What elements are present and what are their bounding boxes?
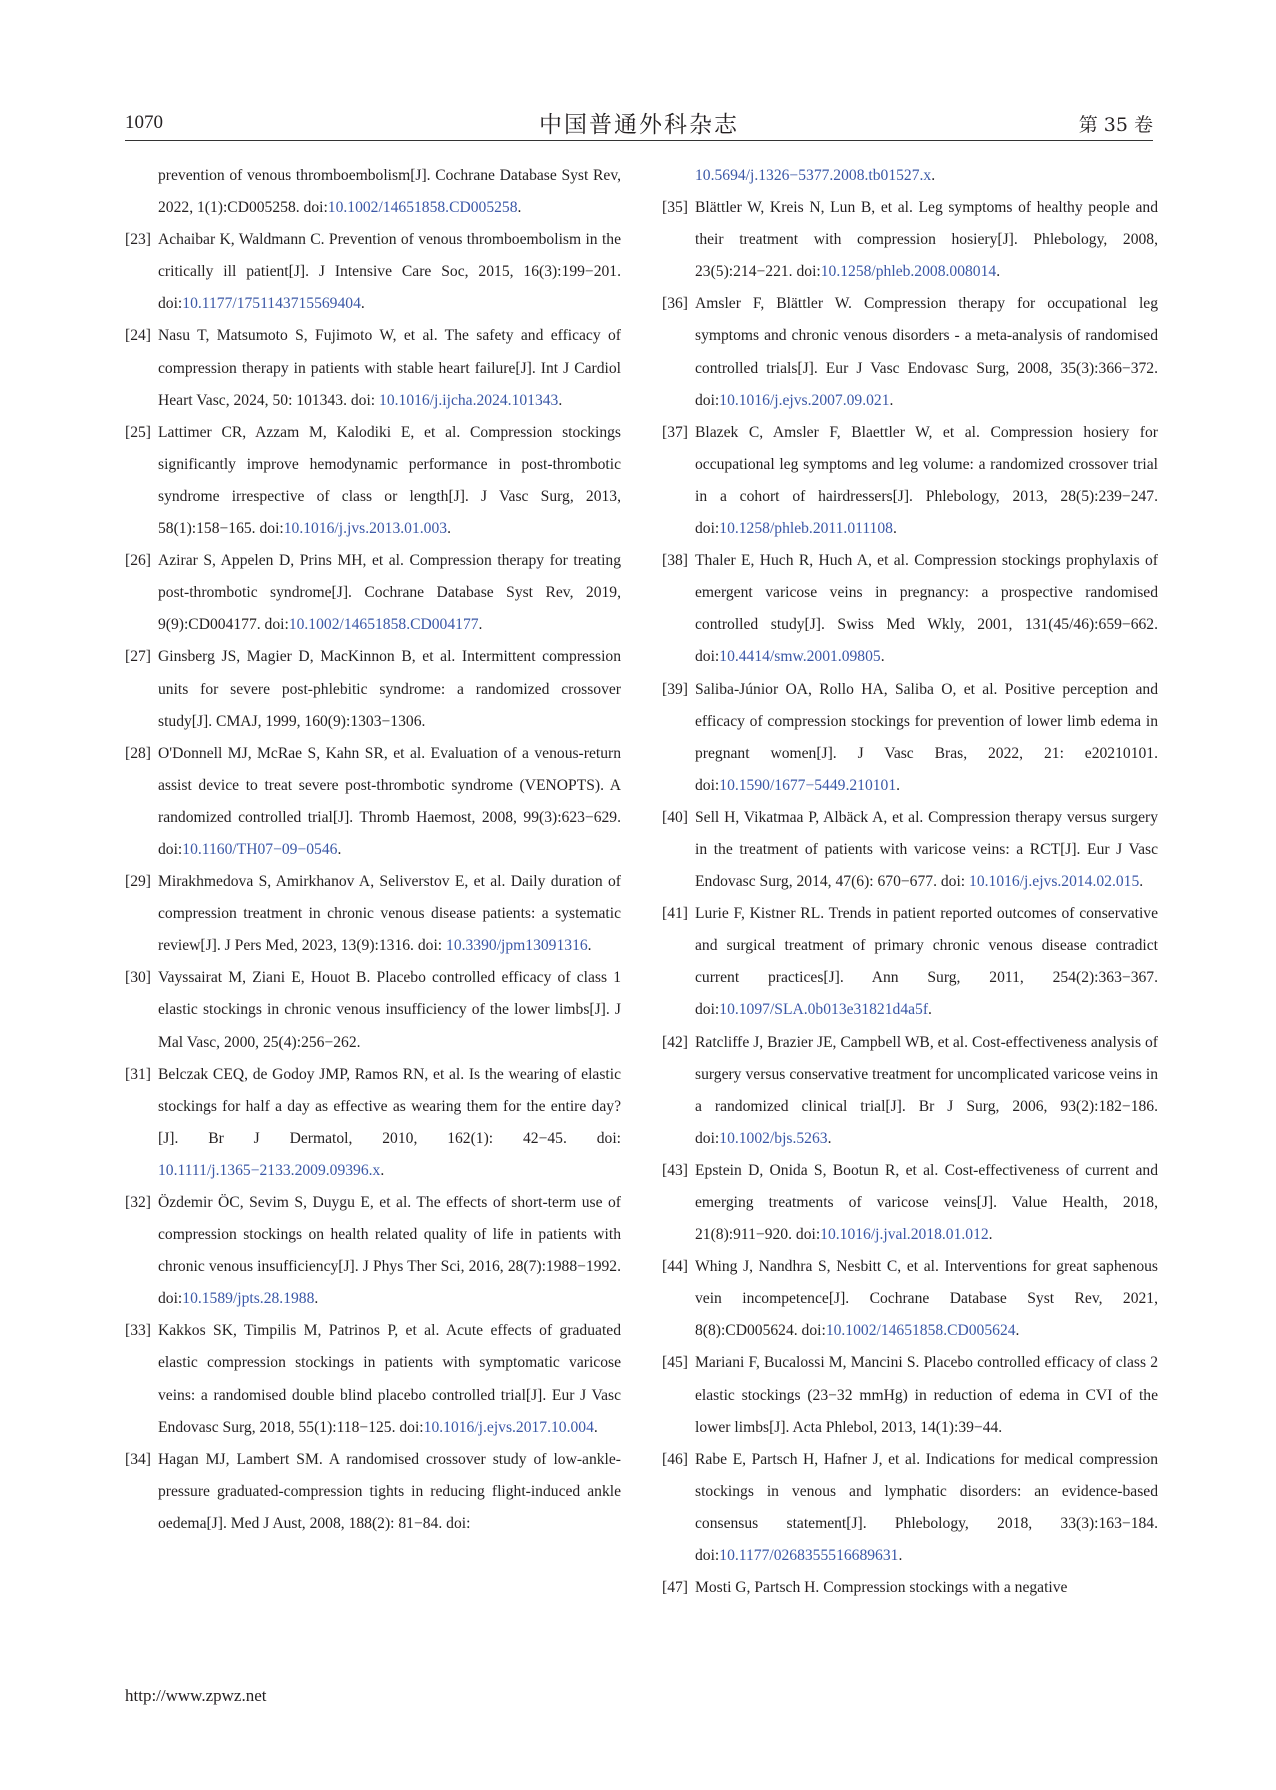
reference-text: Achaibar K, Waldmann C. Prevention of venous thromboembolism in the critically ill patient[J]. J Intensive Care Soc, 2015, 16(3):199−201. doi: [158,231,621,313]
doi-link[interactable]: 10.1590/1677−5449.210101 [719,776,897,794]
reference-text: Amsler F, Blättler W. Compression therapy for occupational leg symptoms and chronic venous disorders - a meta-analysis of randomised controlled trials[J]. Eur J Vasc Endovasc Surg, 2008, 35(3):366−372. doi: [695,295,1158,409]
reference-item [125,962,621,1058]
reference-number: [24] [125,327,151,345]
reference-text: Mosti G, Partsch H. Compression stockings with a negative [695,1579,1068,1597]
reference-end-punct: . [988,1226,993,1244]
reference-number: [37] [662,423,688,441]
journal-title: 中国普通外科杂志 [539,112,739,138]
reference-text: Ratcliffe J, Brazier JE, Campbell WB, et al. Cost-effectiveness analysis of surgery versus conservative treatment for uncomplicated varicose veins in a randomized clinical trial[J]. Br J Surg, 2006, 93(2):182−186. doi: [695,1033,1158,1147]
reference-end-punct: . [314,1290,319,1308]
reference-end-punct: . [996,263,1001,281]
reference-end-punct: . [1139,873,1144,891]
doi-link[interactable]: 10.1016/j.jval.2018.01.012 [820,1226,989,1244]
reference-item [125,1187,621,1315]
doi-link[interactable]: 10.1002/bjs.5263 [719,1129,828,1147]
reference-number: [30] [125,969,151,987]
reference-number: [38] [662,552,688,570]
reference-end-punct: . [587,937,592,955]
doi-link[interactable]: 10.1111/j.1365−2133.2009.09396.x [158,1161,381,1179]
reference-end-punct: . [898,1547,903,1565]
reference-text: Nasu T, Matsumoto S, Fujimoto W, et al. The safety and efficacy of compression therapy in patients with stable heart failure[J]. Int J Cardiol Heart Vasc, 2024, 50: 101343. doi: [158,327,621,409]
reference-number: [23] [125,231,151,249]
reference-end-punct: . [892,520,897,538]
reference-item [125,1059,621,1187]
reference-end-punct: . [517,199,522,217]
doi-link[interactable]: 10.1016/j.ejvs.2007.09.021 [719,391,890,409]
reference-item [125,417,621,545]
reference-end-punct: . [880,648,885,666]
reference-end-punct: . [827,1129,832,1147]
reference-text: Blazek C, Amsler F, Blaettler W, et al. Compression hosiery for occupational leg symptoms and leg volume: a randomized crossover trial in a cohort of hairdressers[J]. Phlebology, 2013, 28(5):239−247. doi: [695,423,1158,538]
doi-link[interactable]: 10.1002/14651858.CD005624 [825,1322,1016,1340]
reference-text: O'Donnell MJ, McRae S, Kahn SR, et al. Evaluation of a venous-return assist device to treat severe post-thrombotic syndrome (VENOPTS). A randomized controlled trial[J]. Thromb Haemost, 2008, 99(3):623−629. doi: [158,744,621,858]
doi-link[interactable]: 10.1258/phleb.2011.011108 [719,520,893,538]
reference-number: [25] [125,423,151,441]
reference-item [662,674,1158,802]
reference-item [125,1315,621,1443]
doi-link[interactable]: 10.1016/j.ejvs.2017.10.004 [423,1418,594,1436]
doi-link[interactable]: 10.3390/jpm13091316 [446,937,588,955]
reference-text: Lurie F, Kistner RL. Trends in patient reported outcomes of conservative and surgical treatment of primary chronic venous disease contradict current practices[J]. Ann Surg, 2011, 254(2):363−367. doi: [695,905,1158,1019]
reference-end-punct: . [593,1418,598,1436]
reference-number: [26] [125,552,151,570]
reference-item [125,738,621,866]
doi-link[interactable]: 10.1589/jpts.28.1988 [182,1290,315,1308]
references-left-column [125,160,621,1540]
reference-number: [42] [662,1033,688,1051]
doi-link[interactable]: 10.1160/TH07−09−0546 [182,840,338,858]
doi-link[interactable]: 10.1016/j.jvs.2013.01.003 [283,520,448,538]
reference-item [662,160,1158,192]
reference-number: [33] [125,1322,151,1340]
reference-text: Kakkos SK, Timpilis M, Patrinos P, et al. Acute effects of graduated elastic compression stockings in patients with symptomatic varicose veins: a randomised double blind placebo controlled trial[J]. Eur J Vasc Endovasc Surg, 2018, 55(1):118−125. doi: [158,1322,621,1436]
doi-link[interactable]: 10.5694/j.1326−5377.2008.tb01527.x [695,167,932,184]
doi-link[interactable]: 10.1097/SLA.0b013e31821d4a5f [719,1001,929,1019]
reference-item [662,545,1158,673]
doi-link[interactable]: 10.4414/smw.2001.09805 [719,648,881,666]
reference-text: Ginsberg JS, Magier D, MacKinnon B, et al. Intermittent compression units for severe post-phlebitic syndrome: a randomized crossover study[J]. CMAJ, 1999, 160(9):1303−1306. [158,648,621,730]
reference-text: Whing J, Nandhra S, Nesbitt C, et al. Interventions for great saphenous vein incompetence[J]. Cochrane Database Syst Rev, 2021, 8(8):CD005624. doi: [695,1258,1158,1340]
reference-item [662,1347,1158,1443]
reference-number: [32] [125,1194,151,1211]
reference-item [125,160,621,224]
reference-item [125,1444,621,1540]
references-right-column [662,160,1158,1604]
reference-text: Lattimer CR, Azzam M, Kalodiki E, et al. Compression stockings significantly improve hemodynamic performance in post-thrombotic syndrome irrespective of class or length[J]. J Vasc Surg, 2013, 58(1):158−165. doi: [158,423,621,538]
reference-number: [28] [125,744,151,762]
reference-item [662,417,1158,545]
reference-item [662,802,1158,898]
reference-item [125,641,621,737]
reference-text: prevention of venous thromboembolism[J]. Cochrane Database Syst Rev, 2022, 1(1):CD005258. doi: [158,167,621,217]
reference-end-punct: . [1015,1322,1020,1340]
reference-item [125,224,621,320]
reference-item [662,1572,1158,1604]
reference-number: [40] [662,808,688,826]
reference-end-punct: . [896,776,901,794]
reference-text: Mirakhmedova S, Amirkhanov A, Seliverstov E, et al. Daily duration of compression treatment in chronic venous disease patients: a systematic review[J]. J Pers Med, 2023, 13(9):1316. doi: [158,873,621,955]
reference-end-punct: . [889,391,894,409]
reference-text: Özdemir ÖC, Sevim S, Duygu E, et al. The effects of short-term use of compression stockings on health related quality of life in patients with chronic venous insufficiency[J]. J Phys Ther Sci, 2016, 28(7):1988−1992. doi: [158,1194,621,1308]
reference-number: [47] [662,1579,688,1597]
reference-end-punct: . [360,295,365,313]
doi-link[interactable]: 10.1002/14651858.CD005258 [327,199,518,217]
reference-item [662,1444,1158,1572]
footer-url[interactable]: http://www.zpwz.net [125,1686,267,1705]
reference-text: Hagan MJ, Lambert SM. A randomised crossover study of low-ankle-pressure graduated-compression tights in reducing flight-induced ankle oedema[J]. Med J Aust, 2008, 188(2): 81−84. doi: [158,1450,621,1532]
page-header [125,104,1153,141]
reference-item [662,1155,1158,1251]
reference-item [125,545,621,641]
reference-text: Blättler W, Kreis N, Lun B, et al. Leg symptoms of healthy people and their treatment with compression hosiery[J]. Phlebology, 2008, 23(5):214−221. doi: [695,199,1158,281]
doi-link[interactable]: 10.1258/phleb.2008.008014 [820,263,997,281]
reference-number: [46] [662,1450,688,1468]
reference-end-punct: . [380,1161,385,1179]
reference-text: Sell H, Vikatmaa P, Albäck A, et al. Compression therapy versus surgery in the treatment of patients with varicose veins: a RCT[J]. Eur J Vasc Endovasc Surg, 2014, 47(6): 670−677. doi: [695,808,1158,891]
reference-text: Vayssairat M, Ziani E, Houot B. Placebo controlled efficacy of class 1 elastic stockings in chronic venous insufficiency of the lower limbs[J]. J Mal Vasc, 2000, 25(4):256−262. [158,969,621,1051]
doi-link[interactable]: 10.1177/1751143715569404 [182,295,361,313]
reference-item [662,1027,1158,1155]
reference-end-punct: . [931,167,936,184]
reference-number: [45] [662,1354,688,1372]
reference-item [662,898,1158,1026]
reference-end-punct: . [337,840,342,858]
reference-number: [44] [662,1258,688,1276]
reference-number: [27] [125,648,151,666]
reference-text: Rabe E, Partsch H, Hafner J, et al. Indications for medical compression stockings in venous and lymphatic disorders: an evidence-based consensus statement[J]. Phlebology, 2018, 33(3):163−184. doi: [695,1450,1158,1565]
reference-item [125,866,621,962]
reference-end-punct: . [928,1001,932,1019]
reference-text: Azirar S, Appelen D, Prins MH, et al. Compression therapy for treating post-thrombotic syndrome[J]. Cochrane Database Syst Rev, 2019, 9(9):CD004177. doi: [158,552,621,634]
reference-number: [31] [125,1065,151,1083]
reference-text: Saliba-Júnior OA, Rollo HA, Saliba O, et al. Positive perception and efficacy of compression stockings for prevention of lower limb edema in pregnant women[J]. J Vasc Bras, 2022, 21: e20210101. doi: [695,680,1158,794]
reference-text: Belczak CEQ, de Godoy JMP, Ramos RN, et al. Is the wearing of elastic stockings for half a day as effective as wearing them for the entire day? [J]. Br J Dermatol, 2010, 162(1): 42−45. doi: [158,1065,621,1147]
reference-end-punct: . [478,616,483,634]
reference-number: [29] [125,873,151,891]
reference-item [662,1251,1158,1347]
reference-end-punct: . [558,391,563,409]
doi-link[interactable]: 10.1016/j.ijcha.2024.101343 [379,391,559,409]
reference-end-punct: . [447,520,451,538]
volume-label: 第 35 卷 [1078,114,1153,136]
reference-number: [41] [662,905,688,923]
reference-number: [43] [662,1161,688,1179]
reference-item [125,320,621,416]
reference-number: [35] [662,199,688,217]
reference-item [662,288,1158,416]
reference-number: [36] [662,295,688,313]
reference-text: Epstein D, Onida S, Bootun R, et al. Cost-effectiveness of current and emerging treatments of varicose veins[J]. Value Health, 2018, 21(8):911−920. doi: [695,1161,1158,1244]
reference-item [662,192,1158,288]
reference-text: Mariani F, Bucalossi M, Mancini S. Placebo controlled efficacy of class 2 elastic stockings (23−32 mmHg) in reduction of edema in CVI of the lower limbs[J]. Acta Phlebol, 2013, 14(1):39−44. [695,1354,1158,1436]
reference-text: Thaler E, Huch R, Huch A, et al. Compression stockings prophylaxis of emergent varicose veins in pregnancy: a prospective randomised controlled study[J]. Swiss Med Wkly, 2001, 131(45/46):659−662. doi: [695,552,1158,666]
reference-number: [39] [662,680,688,698]
doi-link[interactable]: 10.1177/0268355516689631 [719,1547,899,1565]
page-number: 1070 [125,112,163,133]
doi-link[interactable]: 10.1002/14651858.CD004177 [288,616,479,634]
reference-number: [34] [125,1450,151,1468]
doi-link[interactable]: 10.1016/j.ejvs.2014.02.015 [969,873,1140,891]
